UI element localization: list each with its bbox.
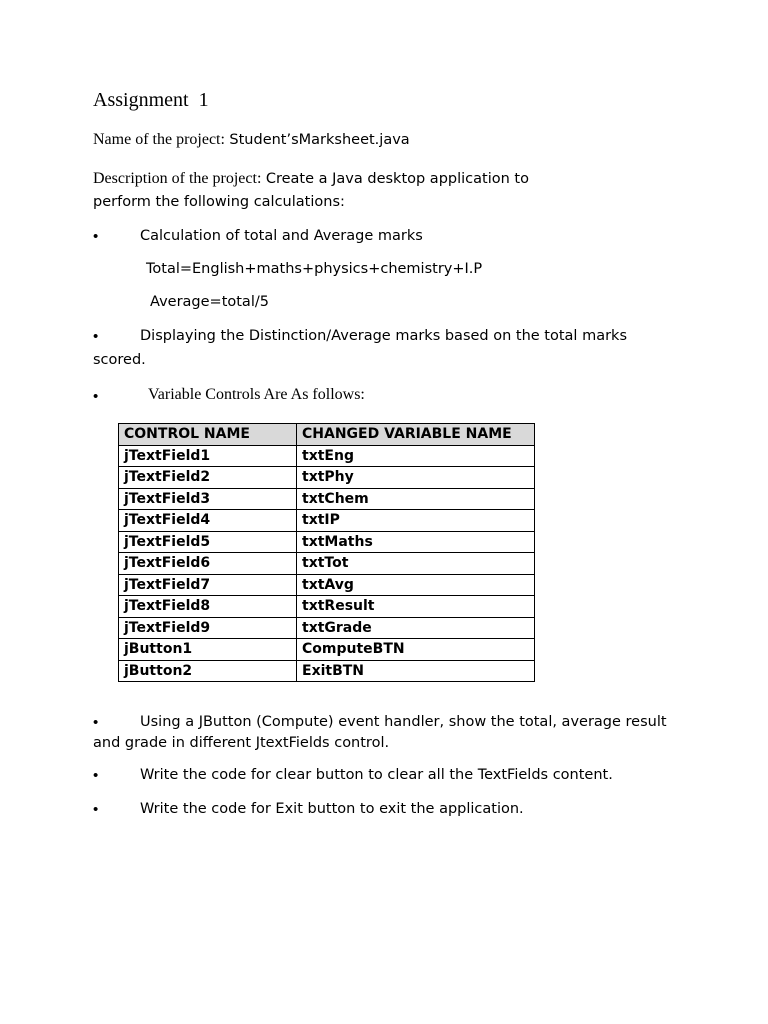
control-name-cell: jTextField3 (119, 488, 297, 510)
table-row (119, 617, 535, 639)
bullet-exit-button-text: Write the code for Exit button to exit the application. (140, 801, 524, 817)
formula-average: Average=total/5 (150, 294, 269, 310)
control-name-cell: jTextField7 (119, 574, 297, 596)
variable-name-cell: txtTot (297, 553, 535, 575)
assignment-title (93, 89, 209, 112)
control-name-cell: jTextField8 (119, 596, 297, 618)
bullet-jbutton-text: Using a JButton (Compute) event handler, show the total, average result (140, 714, 667, 730)
bullet-calculation-text: Calculation of total and Average marks (140, 228, 423, 244)
table-row (119, 510, 535, 532)
variable-name-cell: ExitBTN (297, 660, 535, 682)
variable-name-cell: txtPhy (297, 467, 535, 489)
bullet-display-text: Displaying the Distinction/Average marks based on the total marks (140, 328, 627, 344)
project-name-value: Student’sMarksheet.java (229, 132, 410, 148)
project-name-label: Name of the project: (93, 131, 225, 148)
table-body (119, 445, 535, 682)
assignment-number: 1 (198, 89, 209, 111)
table-header-row (119, 424, 535, 446)
project-description-continuation: perform the following calculations: (93, 194, 345, 210)
table-row (119, 553, 535, 575)
formula-total: Total=English+maths+physics+chemistry+I.P (146, 261, 483, 277)
table-row (119, 639, 535, 661)
variable-name-cell: ComputeBTN (297, 639, 535, 661)
project-description-label: Description of the project: (93, 170, 262, 187)
variable-controls-table (118, 423, 535, 682)
variable-name-cell: txtMaths (297, 531, 535, 553)
bullet-clear-button-text: Write the code for clear button to clear all the TextFields content. (140, 767, 613, 783)
variable-name-cell: txtChem (297, 488, 535, 510)
project-name-line (93, 131, 410, 149)
table-row (119, 488, 535, 510)
bullet-icon: • (93, 388, 99, 405)
control-name-cell: jTextField6 (119, 553, 297, 575)
column-header-changed-variable-name: CHANGED VARIABLE NAME (297, 424, 535, 446)
table-row (119, 596, 535, 618)
variable-name-cell: txtGrade (297, 617, 535, 639)
table-row (119, 467, 535, 489)
variable-name-cell: txtAvg (297, 574, 535, 596)
bullet-variable-controls-heading: Variable Controls Are As follows: (148, 386, 365, 403)
project-description-line (93, 170, 529, 188)
project-description-value: Create a Java desktop application to (265, 171, 529, 187)
table-row (119, 574, 535, 596)
control-name-cell: jTextField2 (119, 467, 297, 489)
control-name-cell: jButton2 (119, 660, 297, 682)
variable-name-cell: txtEng (297, 445, 535, 467)
column-header-control-name: CONTROL NAME (119, 424, 297, 446)
bullet-icon: • (93, 228, 99, 245)
control-name-cell: jTextField1 (119, 445, 297, 467)
bullet-jbutton-continuation: and grade in different JtextFields control. (93, 735, 390, 751)
table-row (119, 660, 535, 682)
bullet-icon: • (93, 714, 99, 731)
control-name-cell: jButton1 (119, 639, 297, 661)
variable-name-cell: txtResult (297, 596, 535, 618)
variable-name-cell: txtIP (297, 510, 535, 532)
bullet-display-continuation: scored. (93, 352, 146, 368)
bullet-icon: • (93, 328, 99, 345)
bullet-icon: • (93, 767, 99, 784)
control-name-cell: jTextField4 (119, 510, 297, 532)
assignment-title-text: Assignment (93, 89, 189, 111)
control-name-cell: jTextField9 (119, 617, 297, 639)
control-name-cell: jTextField5 (119, 531, 297, 553)
table-row (119, 445, 535, 467)
table-row (119, 531, 535, 553)
bullet-icon: • (93, 801, 99, 818)
